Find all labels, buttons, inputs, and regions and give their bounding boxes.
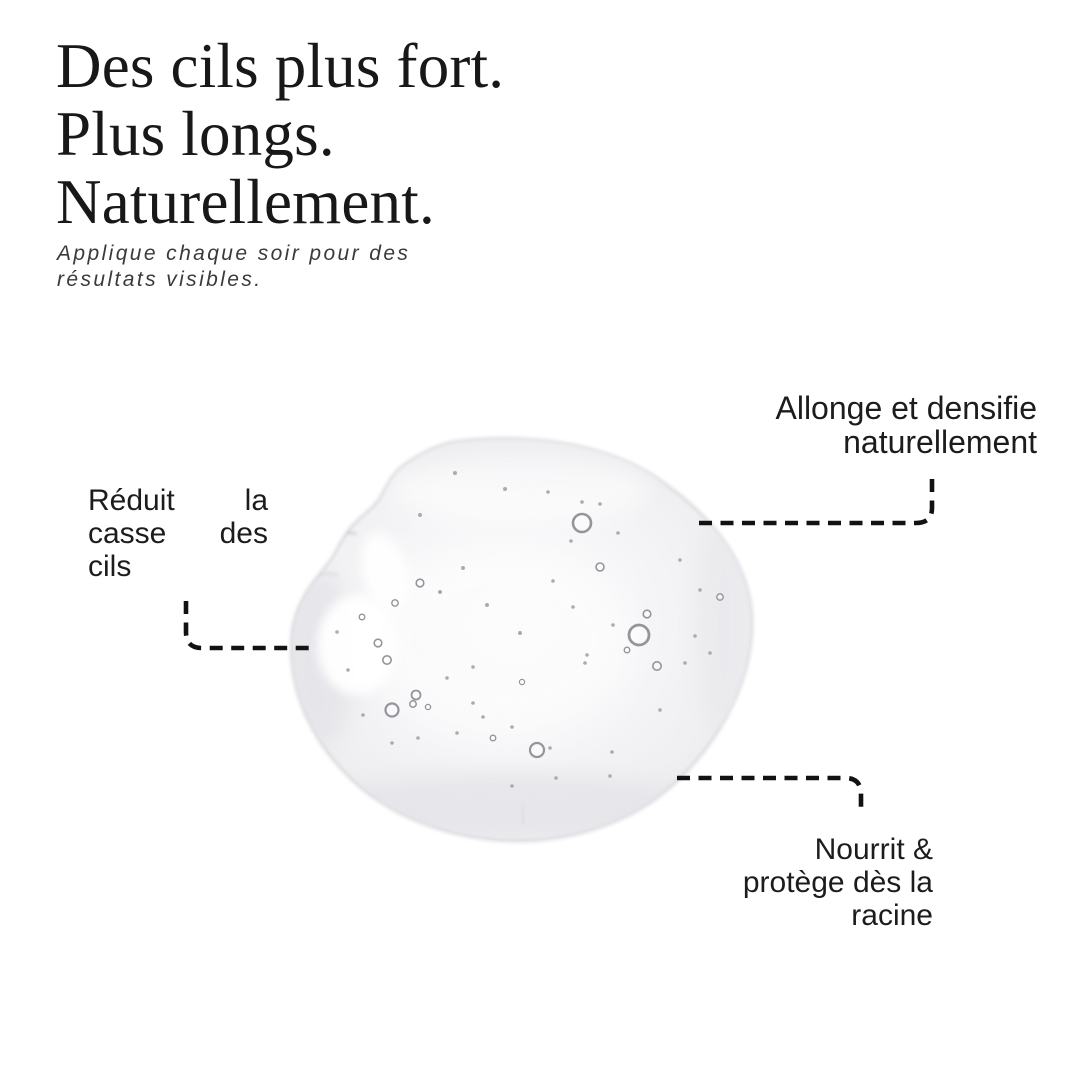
headline-line-1: Des cils plus fort. bbox=[56, 31, 505, 101]
headline-line-2: Plus longs. bbox=[56, 99, 335, 169]
callout-nourish-protect bbox=[683, 833, 933, 932]
headline bbox=[56, 32, 656, 236]
tagline: Applique chaque soir pour des résultats visibles. bbox=[57, 242, 411, 291]
leader-line-lengthen bbox=[698, 479, 932, 523]
leader-line-nourish bbox=[677, 778, 861, 812]
callout-lengthen-densify bbox=[707, 391, 1037, 459]
headline-line-3: Naturellement. bbox=[56, 167, 435, 237]
gel-blob-shape bbox=[280, 436, 752, 841]
callout-nourish-line-1: Nourrit & bbox=[814, 833, 933, 866]
callout-nourish-line-2: protège dès la bbox=[742, 866, 933, 899]
callout-nourish-line-3: racine bbox=[851, 899, 933, 932]
callout-lengthen-line-1: Allonge et densifie bbox=[775, 390, 1037, 426]
callout-lengthen-line-2: naturellement bbox=[843, 424, 1037, 460]
callout-reduce-breakage: Réduit la casse des cils bbox=[88, 484, 268, 583]
